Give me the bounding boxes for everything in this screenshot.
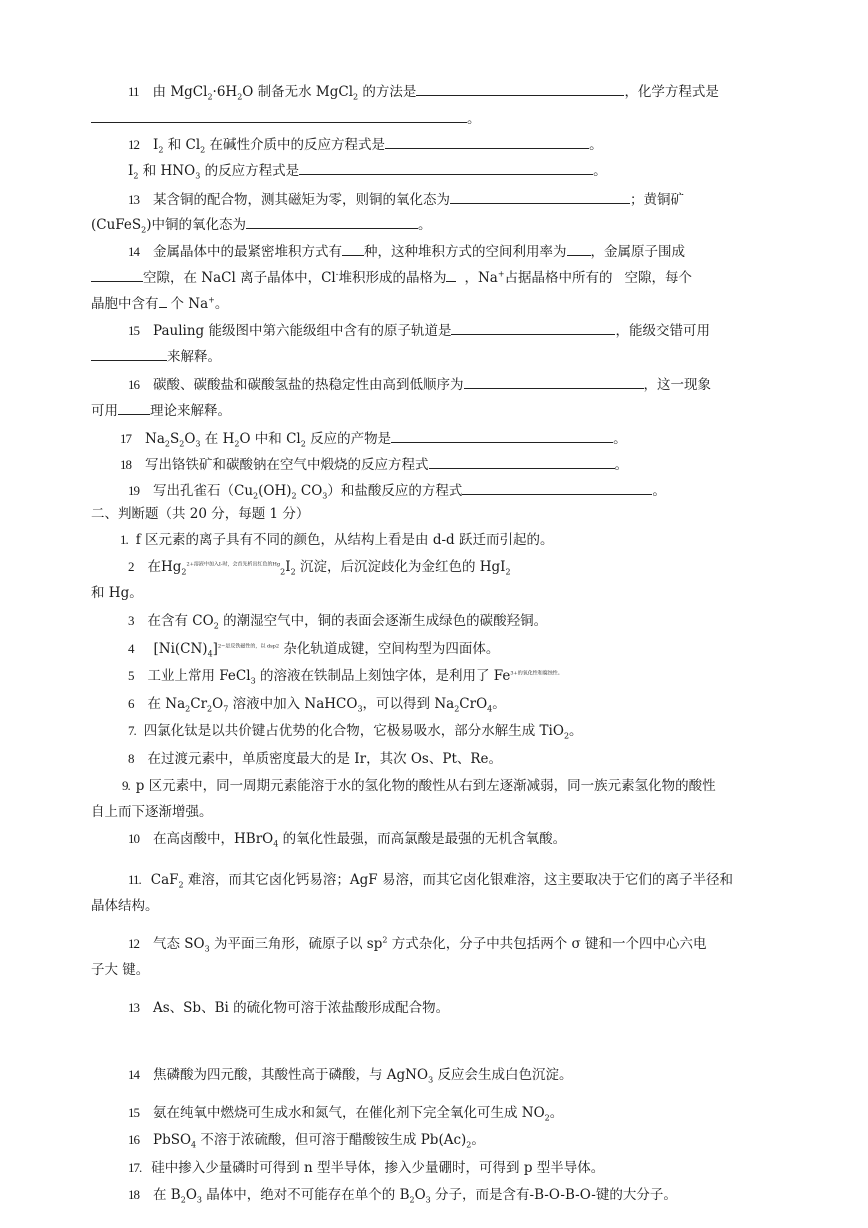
judge-3: 3 在含有 $CO_2$ 的潮湿空气中，铜的表面会逐渐生成绿色的碳酸羟铜。 <box>128 613 548 631</box>
judge-15: 15 氨在纯氧中燃烧可生成水和氮气，在催化剂下完全氧化可生成 $NO_2$。 <box>128 1105 564 1123</box>
judge-9: 9. p 区元素中，同一周期元素能溶于水的氢化物的酸性从右到左逐渐减弱，同一族元素氢化物的酸性 <box>122 778 716 794</box>
judge-6: 6 在 $Na_2Cr_2O_7$ 溶液中加入 NaHCO$_3$，可以得到 $Na_2CrO_4$。 <box>128 696 506 714</box>
judge-7: 7. 四氯化钛是以共价键占优势的化合物，它极易吸水，部分水解生成 TiO$_2$。 <box>128 723 583 741</box>
question-15: 15 Pauling 能级图中第六能级组中含有的原子轨道是 ，能级交错可用 <box>128 320 710 340</box>
section-title: 二、判断题（共 20 分，每题 1 分） <box>91 506 310 522</box>
judge-2-cont: 和 Hg。 <box>91 585 143 601</box>
answer-blank[interactable] <box>567 241 591 256</box>
judge-16: 16 PbSO$_4$ 不溶于浓硫酸，但可溶于醋酸铵生成 $Pb(Ac)_2$。 <box>128 1132 485 1150</box>
judge-1: 1. f 区元素的离子具有不同的颜色，从结构上看是由 d-d 跃迁而引起的。 <box>120 532 554 548</box>
judge-4: 4 $[Ni(CN)_4]^{2-是反铁磁性的,以 dsp2}$ 杂化轨道成键，空间构型为四面体。 <box>128 641 500 659</box>
answer-blank[interactable] <box>464 374 644 389</box>
answer-blank[interactable] <box>451 320 615 335</box>
answer-blank[interactable] <box>462 480 652 495</box>
question-17: 17 $Na_2S_2O_3$ 在 $H_2O$ 中和 $Cl_2$ 反应的产物是 。 <box>120 428 627 448</box>
question-11-cont: 。 <box>91 108 481 128</box>
answer-blank[interactable] <box>299 160 593 175</box>
question-14: 14 金属晶体中的最紧密堆积方式有 种，这种堆积方式的空间利用率为 ，金属原子围成 <box>128 241 685 261</box>
answer-blank[interactable] <box>159 293 167 308</box>
judge-18: 18 在 $B_2O_3$ 晶体中，绝对不可能存在单个的 $B_2O_3$ 分子，而是含有-B-O-B-O-键的大分子。 <box>128 1187 677 1205</box>
answer-blank[interactable] <box>450 189 630 204</box>
question-12: 12 $I_2$ 和 $Cl_2$ 在碱性介质中的反应方程式是 。 <box>128 134 603 154</box>
answer-blank[interactable] <box>118 400 150 415</box>
question-12-line2: $I_2$ 和 $HNO_3$ 的反应方程式是 。 <box>128 160 607 180</box>
answer-blank[interactable] <box>91 267 143 282</box>
judge-5: 5 工业上常用 FeCl$_3$ 的溶液在铁制品上刻蚀字体，是利用了 $Fe^{3+的氧化性和腐蚀性。}$ <box>128 668 563 686</box>
question-14-cont: 空隙，在 NaCl 离子晶体中，Cl-堆积形成的晶格为 ，Na+占据晶格中所有的 空隙，每个 <box>91 267 692 287</box>
answer-blank[interactable] <box>342 241 364 256</box>
answer-blank[interactable] <box>416 81 624 96</box>
answer-blank[interactable] <box>429 454 615 469</box>
judge-17: 17. 硅中掺入少量磷时可得到 n 型半导体，掺入少量硼时，可得到 p 型半导体。 <box>128 1160 605 1176</box>
question-13-cont: (CuFeS$_2$)中铜的氧化态为 。 <box>91 214 432 234</box>
question-16: 16 碳酸、碳酸盐和碳酸氢盐的热稳定性由高到低顺序为 ，这一现象 <box>128 374 711 394</box>
judge-11: 11. CaF$_2$ 难溶，而其它卤化钙易溶；AgF 易溶，而其它卤化银难溶，这主要取决于它们的离子半径和 <box>128 872 733 890</box>
answer-blank[interactable] <box>446 267 456 282</box>
question-14-cont2: 晶胞中含有 个 Na+。 <box>91 293 228 313</box>
question-13: 13 某含铜的配合物，测其磁矩为零，则铜的氧化态为 ；黄铜矿 <box>128 189 684 209</box>
question-16-cont: 可用 理论来解释。 <box>91 400 231 420</box>
answer-blank[interactable] <box>246 214 418 229</box>
question-number: 11 <box>128 84 139 99</box>
judge-14: 14 焦磷酸为四元酸，其酸性高于磷酸，与 AgNO$_3$ 反应会生成白色沉淀。 <box>128 1067 573 1085</box>
judge-8: 8 在过渡元素中，单质密度最大的是 Ir，其次 Os、Pt、Re。 <box>128 751 503 767</box>
question-18: 18 写出铬铁矿和碳酸钠在空气中煅烧的反应方程式 。 <box>120 454 628 474</box>
answer-blank[interactable] <box>91 346 167 361</box>
judge-13: 13 As、Sb、Bi 的硫化物可溶于浓盐酸形成配合物。 <box>128 1000 450 1016</box>
question-19: 19 写出孔雀石（$Cu_2(OH)_2$ $CO_3$）和盐酸反应的方程式 。 <box>128 480 666 500</box>
judge-12: 12 气态 $SO_3$ 为平面三角形，硫原子以 $sp^2$ 方式杂化，分子中共包括两个 σ 键和一个四中心六电 <box>128 935 707 954</box>
question-15-cont: 来解释。 <box>91 346 221 366</box>
judge-9-cont: 自上而下逐渐增强。 <box>91 804 213 820</box>
answer-blank[interactable] <box>391 428 613 443</box>
answer-blank[interactable] <box>385 134 589 149</box>
judge-10: 10 在高卤酸中，HBrO$_4$ 的氧化性最强，而高氯酸是最强的无机含氧酸。 <box>128 831 567 849</box>
question-11: 11 由 $MgCl_2\cdot 6H_2O$ 制备无水 MgCl$_2$ 的方法是 ，化学方程式是 <box>128 81 719 101</box>
judge-12-cont: 子大 键。 <box>91 962 150 978</box>
judge-2: 2 在$Hg_2^{2+溶液中加入I-时,会首先析出红色的Hg}_2I_2$ 沉淀，后沉淀歧化为金红色的 HgI$_2$ <box>128 559 511 577</box>
judge-11-cont: 晶体结构。 <box>91 898 159 914</box>
answer-blank[interactable] <box>91 108 467 123</box>
